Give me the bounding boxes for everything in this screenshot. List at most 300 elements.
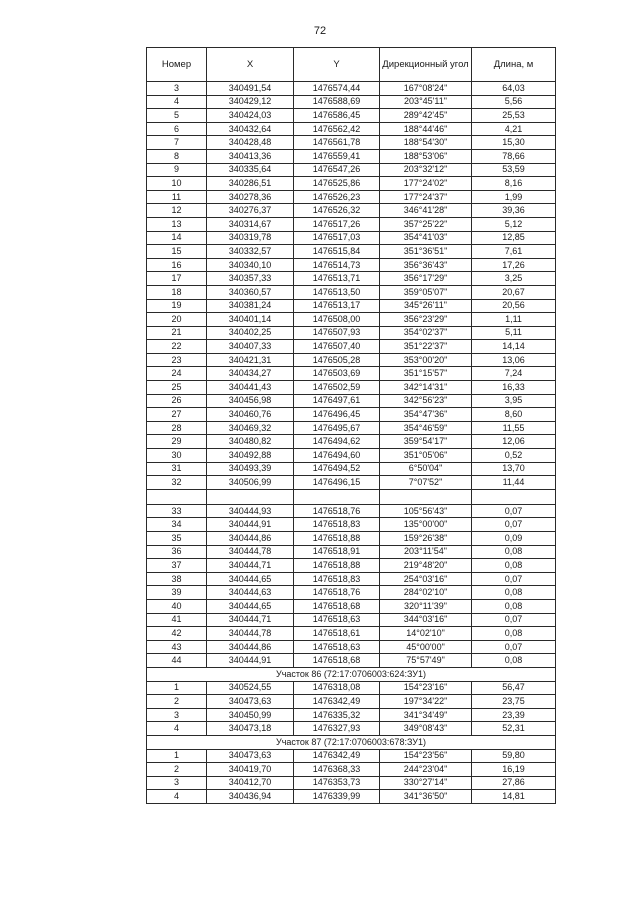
length-cell: 64,03 (472, 82, 556, 96)
y-coordinate-cell: 1476559,41 (294, 149, 380, 163)
direction-angle-cell: 349°08'43" (380, 722, 472, 736)
y-coordinate-cell: 1476353,73 (294, 776, 380, 790)
length-cell: 15,30 (472, 136, 556, 150)
point-number-cell: 14 (147, 231, 207, 245)
length-cell: 53,59 (472, 163, 556, 177)
direction-angle-cell: 203°11'54" (380, 545, 472, 559)
direction-angle-cell: 341°36'50" (380, 790, 472, 804)
length-cell: 0,08 (472, 599, 556, 613)
x-coordinate-cell: 340480,82 (207, 435, 294, 449)
header-direction-angle: Дирекционный угол (380, 48, 472, 82)
point-number-cell: 10 (147, 177, 207, 191)
table-row (147, 136, 556, 150)
direction-angle-cell: 359°05'07" (380, 285, 472, 299)
table-row (147, 408, 556, 422)
table-row (147, 258, 556, 272)
header-length: Длина, м (472, 48, 556, 82)
point-number-cell: 41 (147, 613, 207, 627)
point-number-cell: 5 (147, 109, 207, 123)
x-coordinate-cell: 340444,71 (207, 613, 294, 627)
header-x: X (207, 48, 294, 82)
x-coordinate-cell: 340524,55 (207, 681, 294, 695)
y-coordinate-cell: 1476342,49 (294, 749, 380, 763)
point-number-cell: 26 (147, 394, 207, 408)
length-cell: 0,07 (472, 518, 556, 532)
x-coordinate-cell: 340319,78 (207, 231, 294, 245)
direction-angle-cell: 346°41'28" (380, 204, 472, 218)
y-coordinate-cell: 1476507,40 (294, 340, 380, 354)
x-coordinate-cell: 340436,94 (207, 790, 294, 804)
length-cell: 8,16 (472, 177, 556, 191)
point-number-cell: 4 (147, 95, 207, 109)
point-number-cell: 2 (147, 695, 207, 709)
point-number-cell: 3 (147, 708, 207, 722)
table-row (147, 613, 556, 627)
coordinates-table (146, 47, 556, 804)
length-cell: 0,07 (472, 640, 556, 654)
direction-angle-cell: 75°57'49" (380, 654, 472, 668)
x-coordinate-cell: 340335,64 (207, 163, 294, 177)
x-coordinate-cell: 340444,78 (207, 545, 294, 559)
y-coordinate-cell: 1476513,50 (294, 285, 380, 299)
y-coordinate-cell: 1476518,76 (294, 504, 380, 518)
x-coordinate-cell: 340381,24 (207, 299, 294, 313)
y-coordinate-cell: 1476514,73 (294, 258, 380, 272)
direction-angle-cell: 354°41'03" (380, 231, 472, 245)
point-number-cell: 39 (147, 586, 207, 600)
point-number-cell: 23 (147, 353, 207, 367)
table-row (147, 586, 556, 600)
y-coordinate-cell: 1476517,03 (294, 231, 380, 245)
direction-angle-cell: 359°54'17" (380, 435, 472, 449)
y-coordinate-cell: 1476495,67 (294, 421, 380, 435)
y-coordinate-cell: 1476502,59 (294, 381, 380, 395)
x-coordinate-cell: 340444,91 (207, 654, 294, 668)
length-cell: 25,53 (472, 109, 556, 123)
direction-angle-cell: 351°05'06" (380, 449, 472, 463)
direction-angle-cell: 356°23'29" (380, 313, 472, 327)
section-row (147, 735, 556, 749)
length-cell: 12,85 (472, 231, 556, 245)
table-row (147, 476, 556, 490)
table-row (147, 518, 556, 532)
table-row (147, 82, 556, 96)
direction-angle-cell: 345°26'11" (380, 299, 472, 313)
table-row (147, 435, 556, 449)
direction-angle-cell: 344°03'16" (380, 613, 472, 627)
direction-angle-cell: 188°44'46" (380, 122, 472, 136)
x-coordinate-cell: 340434,27 (207, 367, 294, 381)
x-coordinate-cell: 340444,65 (207, 599, 294, 613)
point-number-cell: 3 (147, 776, 207, 790)
table-row (147, 790, 556, 804)
header-number: Номер (147, 48, 207, 82)
direction-angle-cell: 7°07'52" (380, 476, 472, 490)
direction-angle-cell: 254°03'16" (380, 572, 472, 586)
point-number-cell: 2 (147, 763, 207, 777)
y-coordinate-cell: 1476327,93 (294, 722, 380, 736)
y-coordinate-cell: 1476494,60 (294, 449, 380, 463)
length-cell: 0,07 (472, 613, 556, 627)
table-row (147, 217, 556, 231)
x-coordinate-cell: 340402,25 (207, 326, 294, 340)
x-coordinate-cell: 340469,32 (207, 421, 294, 435)
y-coordinate-cell: 1476518,68 (294, 599, 380, 613)
table-row (147, 326, 556, 340)
x-coordinate-cell: 340491,54 (207, 82, 294, 96)
x-coordinate-cell: 340278,36 (207, 190, 294, 204)
length-cell: 3,25 (472, 272, 556, 286)
x-coordinate-cell: 340460,76 (207, 408, 294, 422)
length-cell: 14,81 (472, 790, 556, 804)
x-coordinate-cell: 340444,91 (207, 518, 294, 532)
y-coordinate-cell: 1476526,32 (294, 204, 380, 218)
x-coordinate-cell: 340412,70 (207, 776, 294, 790)
page-number: 72 (313, 25, 327, 37)
table-row (147, 272, 556, 286)
y-coordinate-cell: 1476518,83 (294, 518, 380, 532)
table-row (147, 381, 556, 395)
point-number-cell: 15 (147, 245, 207, 259)
length-cell: 20,56 (472, 299, 556, 313)
y-coordinate-cell: 1476318,08 (294, 681, 380, 695)
point-number-cell: 30 (147, 449, 207, 463)
table-row (147, 504, 556, 518)
x-coordinate-cell: 340444,63 (207, 586, 294, 600)
direction-angle-cell: 188°54'30" (380, 136, 472, 150)
direction-angle-cell: 356°17'29" (380, 272, 472, 286)
y-coordinate-cell: 1476586,45 (294, 109, 380, 123)
y-coordinate-cell: 1476507,93 (294, 326, 380, 340)
x-coordinate-cell: 340421,31 (207, 353, 294, 367)
length-cell: 0,08 (472, 586, 556, 600)
point-number-cell: 34 (147, 518, 207, 532)
point-number-cell: 22 (147, 340, 207, 354)
point-number-cell: 24 (147, 367, 207, 381)
point-number-cell: 3 (147, 82, 207, 96)
y-coordinate-cell: 1476517,26 (294, 217, 380, 231)
point-number-cell: 32 (147, 476, 207, 490)
blank-cell (294, 489, 380, 504)
direction-angle-cell: 159°26'38" (380, 532, 472, 546)
blank-cell (207, 489, 294, 504)
y-coordinate-cell: 1476335,32 (294, 708, 380, 722)
table-row (147, 695, 556, 709)
table-row (147, 559, 556, 573)
point-number-cell: 38 (147, 572, 207, 586)
table-row (147, 572, 556, 586)
table-row (147, 776, 556, 790)
direction-angle-cell: 177°24'02" (380, 177, 472, 191)
point-number-cell: 44 (147, 654, 207, 668)
x-coordinate-cell: 340413,36 (207, 149, 294, 163)
direction-angle-cell: 284°02'10" (380, 586, 472, 600)
x-coordinate-cell: 340314,67 (207, 217, 294, 231)
direction-angle-cell: 244°23'04" (380, 763, 472, 777)
direction-angle-cell: 357°25'22" (380, 217, 472, 231)
length-cell: 39,36 (472, 204, 556, 218)
table-row (147, 449, 556, 463)
length-cell: 3,95 (472, 394, 556, 408)
point-number-cell: 13 (147, 217, 207, 231)
x-coordinate-cell: 340360,57 (207, 285, 294, 299)
direction-angle-cell: 203°32'12" (380, 163, 472, 177)
table-row (147, 421, 556, 435)
y-coordinate-cell: 1476494,62 (294, 435, 380, 449)
y-coordinate-cell: 1476508,00 (294, 313, 380, 327)
length-cell: 0,08 (472, 545, 556, 559)
x-coordinate-cell: 340473,63 (207, 749, 294, 763)
section-row (147, 667, 556, 681)
table-row (147, 177, 556, 191)
length-cell: 78,66 (472, 149, 556, 163)
table-row (147, 681, 556, 695)
y-coordinate-cell: 1476588,69 (294, 95, 380, 109)
y-coordinate-cell: 1476518,76 (294, 586, 380, 600)
length-cell: 17,26 (472, 258, 556, 272)
length-cell: 5,12 (472, 217, 556, 231)
x-coordinate-cell: 340444,65 (207, 572, 294, 586)
table-row (147, 545, 556, 559)
direction-angle-cell: 289°42'45" (380, 109, 472, 123)
point-number-cell: 9 (147, 163, 207, 177)
header-y: Y (294, 48, 380, 82)
length-cell: 1,11 (472, 313, 556, 327)
y-coordinate-cell: 1476496,45 (294, 408, 380, 422)
x-coordinate-cell: 340444,71 (207, 559, 294, 573)
length-cell: 16,33 (472, 381, 556, 395)
table-row (147, 394, 556, 408)
y-coordinate-cell: 1476562,42 (294, 122, 380, 136)
x-coordinate-cell: 340424,03 (207, 109, 294, 123)
direction-angle-cell: 154°23'56" (380, 749, 472, 763)
x-coordinate-cell: 340493,39 (207, 462, 294, 476)
direction-angle-cell: 356°36'43" (380, 258, 472, 272)
x-coordinate-cell: 340286,51 (207, 177, 294, 191)
x-coordinate-cell: 340492,88 (207, 449, 294, 463)
point-number-cell: 37 (147, 559, 207, 573)
length-cell: 12,06 (472, 435, 556, 449)
length-cell: 11,44 (472, 476, 556, 490)
direction-angle-cell: 354°46'59" (380, 421, 472, 435)
direction-angle-cell: 351°15'57" (380, 367, 472, 381)
x-coordinate-cell: 340444,78 (207, 627, 294, 641)
table-row (147, 640, 556, 654)
length-cell: 13,70 (472, 462, 556, 476)
direction-angle-cell: 320°11'39" (380, 599, 472, 613)
point-number-cell: 35 (147, 532, 207, 546)
table-row (147, 95, 556, 109)
point-number-cell: 17 (147, 272, 207, 286)
point-number-cell: 1 (147, 749, 207, 763)
x-coordinate-cell: 340429,12 (207, 95, 294, 109)
direction-angle-cell: 14°02'10" (380, 627, 472, 641)
point-number-cell: 42 (147, 627, 207, 641)
y-coordinate-cell: 1476513,17 (294, 299, 380, 313)
length-cell: 27,86 (472, 776, 556, 790)
table-row (147, 231, 556, 245)
length-cell: 52,31 (472, 722, 556, 736)
table-row (147, 149, 556, 163)
direction-angle-cell: 167°08'24" (380, 82, 472, 96)
length-cell: 7,61 (472, 245, 556, 259)
y-coordinate-cell: 1476526,23 (294, 190, 380, 204)
x-coordinate-cell: 340432,64 (207, 122, 294, 136)
length-cell: 5,11 (472, 326, 556, 340)
point-number-cell: 21 (147, 326, 207, 340)
direction-angle-cell: 45°00'00" (380, 640, 472, 654)
length-cell: 0,08 (472, 559, 556, 573)
direction-angle-cell: 342°14'31" (380, 381, 472, 395)
y-coordinate-cell: 1476368,33 (294, 763, 380, 777)
length-cell: 8,60 (472, 408, 556, 422)
y-coordinate-cell: 1476496,15 (294, 476, 380, 490)
direction-angle-cell: 177°24'37" (380, 190, 472, 204)
point-number-cell: 7 (147, 136, 207, 150)
point-number-cell: 11 (147, 190, 207, 204)
length-cell: 14,14 (472, 340, 556, 354)
table-row (147, 462, 556, 476)
table-row (147, 245, 556, 259)
direction-angle-cell: 341°34'49" (380, 708, 472, 722)
length-cell: 20,67 (472, 285, 556, 299)
length-cell: 59,80 (472, 749, 556, 763)
y-coordinate-cell: 1476342,49 (294, 695, 380, 709)
x-coordinate-cell: 340441,43 (207, 381, 294, 395)
point-number-cell: 27 (147, 408, 207, 422)
x-coordinate-cell: 340456,98 (207, 394, 294, 408)
length-cell: 0,07 (472, 504, 556, 518)
blank-cell (380, 489, 472, 504)
x-coordinate-cell: 340401,14 (207, 313, 294, 327)
length-cell: 4,21 (472, 122, 556, 136)
blank-cell (147, 489, 207, 504)
y-coordinate-cell: 1476518,91 (294, 545, 380, 559)
table-row (147, 749, 556, 763)
direction-angle-cell: 105°56'43" (380, 504, 472, 518)
x-coordinate-cell: 340473,18 (207, 722, 294, 736)
y-coordinate-cell: 1476518,61 (294, 627, 380, 641)
y-coordinate-cell: 1476547,26 (294, 163, 380, 177)
y-coordinate-cell: 1476574,44 (294, 82, 380, 96)
table-row (147, 204, 556, 218)
table-row (147, 190, 556, 204)
x-coordinate-cell: 340473,63 (207, 695, 294, 709)
x-coordinate-cell: 340357,33 (207, 272, 294, 286)
table-row (147, 163, 556, 177)
length-cell: 56,47 (472, 681, 556, 695)
point-number-cell: 20 (147, 313, 207, 327)
direction-angle-cell: 154°23'16" (380, 681, 472, 695)
point-number-cell: 16 (147, 258, 207, 272)
length-cell: 0,09 (472, 532, 556, 546)
point-number-cell: 33 (147, 504, 207, 518)
x-coordinate-cell: 340444,93 (207, 504, 294, 518)
length-cell: 5,56 (472, 95, 556, 109)
x-coordinate-cell: 340276,37 (207, 204, 294, 218)
table-row (147, 353, 556, 367)
point-number-cell: 31 (147, 462, 207, 476)
table-row (147, 763, 556, 777)
length-cell: 1,99 (472, 190, 556, 204)
y-coordinate-cell: 1476505,28 (294, 353, 380, 367)
y-coordinate-cell: 1476518,63 (294, 613, 380, 627)
blank-cell (472, 489, 556, 504)
direction-angle-cell: 351°36'51" (380, 245, 472, 259)
length-cell: 13,06 (472, 353, 556, 367)
length-cell: 0,52 (472, 449, 556, 463)
section-title: Участок 87 (72:17:0706003:678:ЗУ1) (147, 735, 556, 749)
x-coordinate-cell: 340506,99 (207, 476, 294, 490)
point-number-cell: 29 (147, 435, 207, 449)
length-cell: 23,39 (472, 708, 556, 722)
table-row (147, 109, 556, 123)
direction-angle-cell: 354°02'37" (380, 326, 472, 340)
y-coordinate-cell: 1476518,88 (294, 559, 380, 573)
table-row (147, 627, 556, 641)
point-number-cell: 6 (147, 122, 207, 136)
x-coordinate-cell: 340450,99 (207, 708, 294, 722)
table-header-row (147, 48, 556, 82)
y-coordinate-cell: 1476518,63 (294, 640, 380, 654)
x-coordinate-cell: 340444,86 (207, 532, 294, 546)
y-coordinate-cell: 1476497,61 (294, 394, 380, 408)
direction-angle-cell: 135°00'00" (380, 518, 472, 532)
table-row (147, 599, 556, 613)
blank-row (147, 489, 556, 504)
y-coordinate-cell: 1476515,84 (294, 245, 380, 259)
direction-angle-cell: 330°27'14" (380, 776, 472, 790)
direction-angle-cell: 351°22'37" (380, 340, 472, 354)
point-number-cell: 19 (147, 299, 207, 313)
length-cell: 7,24 (472, 367, 556, 381)
direction-angle-cell: 354°47'36" (380, 408, 472, 422)
point-number-cell: 36 (147, 545, 207, 559)
x-coordinate-cell: 340407,33 (207, 340, 294, 354)
point-number-cell: 8 (147, 149, 207, 163)
length-cell: 0,08 (472, 654, 556, 668)
point-number-cell: 43 (147, 640, 207, 654)
table-row (147, 654, 556, 668)
direction-angle-cell: 342°56'23" (380, 394, 472, 408)
point-number-cell: 4 (147, 722, 207, 736)
table-row (147, 708, 556, 722)
x-coordinate-cell: 340428,48 (207, 136, 294, 150)
y-coordinate-cell: 1476525,86 (294, 177, 380, 191)
direction-angle-cell: 203°45'11" (380, 95, 472, 109)
direction-angle-cell: 197°34'22" (380, 695, 472, 709)
length-cell: 11,55 (472, 421, 556, 435)
point-number-cell: 40 (147, 599, 207, 613)
direction-angle-cell: 6°50'04" (380, 462, 472, 476)
table-row (147, 122, 556, 136)
x-coordinate-cell: 340332,57 (207, 245, 294, 259)
point-number-cell: 4 (147, 790, 207, 804)
y-coordinate-cell: 1476518,68 (294, 654, 380, 668)
point-number-cell: 18 (147, 285, 207, 299)
point-number-cell: 12 (147, 204, 207, 218)
y-coordinate-cell: 1476561,78 (294, 136, 380, 150)
length-cell: 23,75 (472, 695, 556, 709)
table-row (147, 340, 556, 354)
direction-angle-cell: 219°48'20" (380, 559, 472, 573)
table-row (147, 285, 556, 299)
direction-angle-cell: 188°53'06" (380, 149, 472, 163)
length-cell: 0,08 (472, 627, 556, 641)
section-title: Участок 86 (72:17:0706003:624:ЗУ1) (147, 667, 556, 681)
x-coordinate-cell: 340340,10 (207, 258, 294, 272)
table-row (147, 532, 556, 546)
